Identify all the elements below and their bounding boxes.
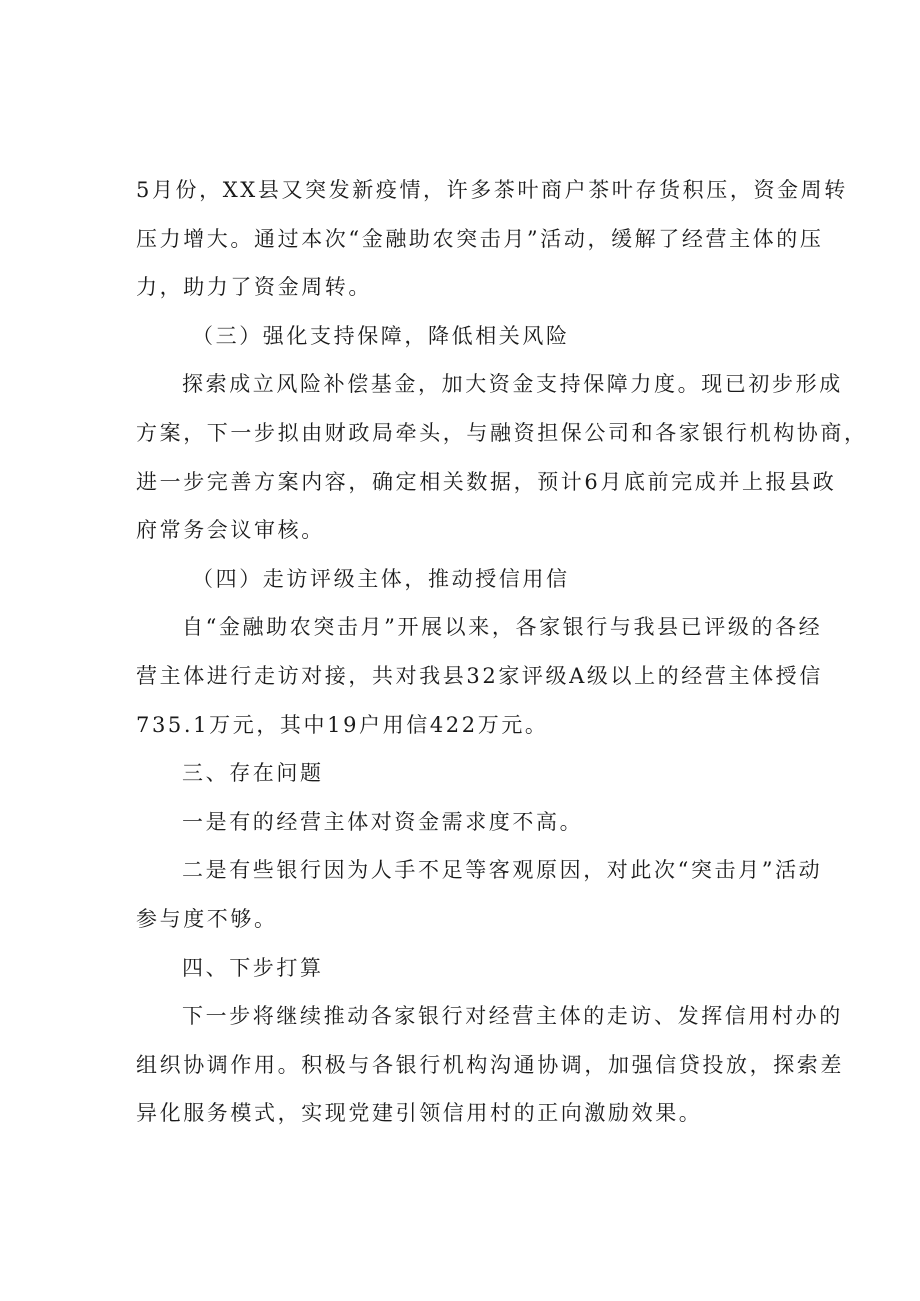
body-line: 一是有的经营主体对资金需求度不高。 (182, 809, 584, 834)
body-line: 探索成立风险补偿基金，加大资金支持保障力度。现已初步形成 (182, 372, 843, 397)
body-line: 压力增大。通过本次“金融助农突击月”活动，缓解了经营主体的压 (136, 226, 824, 251)
body-line: 组织协调作用。积极与各银行机构沟通协调，加强信贷投放，探索差 (136, 1052, 844, 1077)
body-line: 营主体进行走访对接，共对我县32家评级A级以上的经营主体授信 (136, 663, 823, 688)
chapter-heading-problems: 三、存在问题 (182, 761, 324, 786)
section-heading-4: （四）走访评级主体，推动授信用信 (192, 566, 570, 591)
body-line: 异化服务模式，实现党建引领信用村的正向激励效果。 (136, 1101, 703, 1126)
section-heading-3: （三）强化支持保障，降低相关风险 (192, 323, 570, 348)
body-line: 5月份，XX县又突发新疫情，许多茶叶商户茶叶存货积压，资金周转 (136, 178, 848, 202)
chapter-heading-next-steps: 四、下步打算 (182, 955, 324, 980)
body-line: 力，助力了资金周转。 (136, 275, 372, 300)
body-line: 二是有些银行因为人手不足等客观原因，对此次“突击月”活动 (182, 858, 823, 883)
body-line: 735.1万元，其中19户用信422万元。 (136, 712, 549, 737)
body-line: 方案，下一步拟由财政局牵头，与融资担保公司和各家银行机构协商， (136, 420, 868, 445)
document-body (136, 166, 868, 1138)
body-line: 府常务会议审核。 (136, 518, 325, 543)
body-line: 自“金融助农突击月”开展以来，各家银行与我县已评级的各经 (182, 615, 823, 640)
body-line: 下一步将继续推动各家银行对经营主体的走访、发挥信用村办的 (182, 1004, 843, 1029)
body-line: 进一步完善方案内容，确定相关数据，预计6月底前完成并上报县政 (136, 469, 837, 494)
body-line: 参与度不够。 (136, 906, 278, 931)
